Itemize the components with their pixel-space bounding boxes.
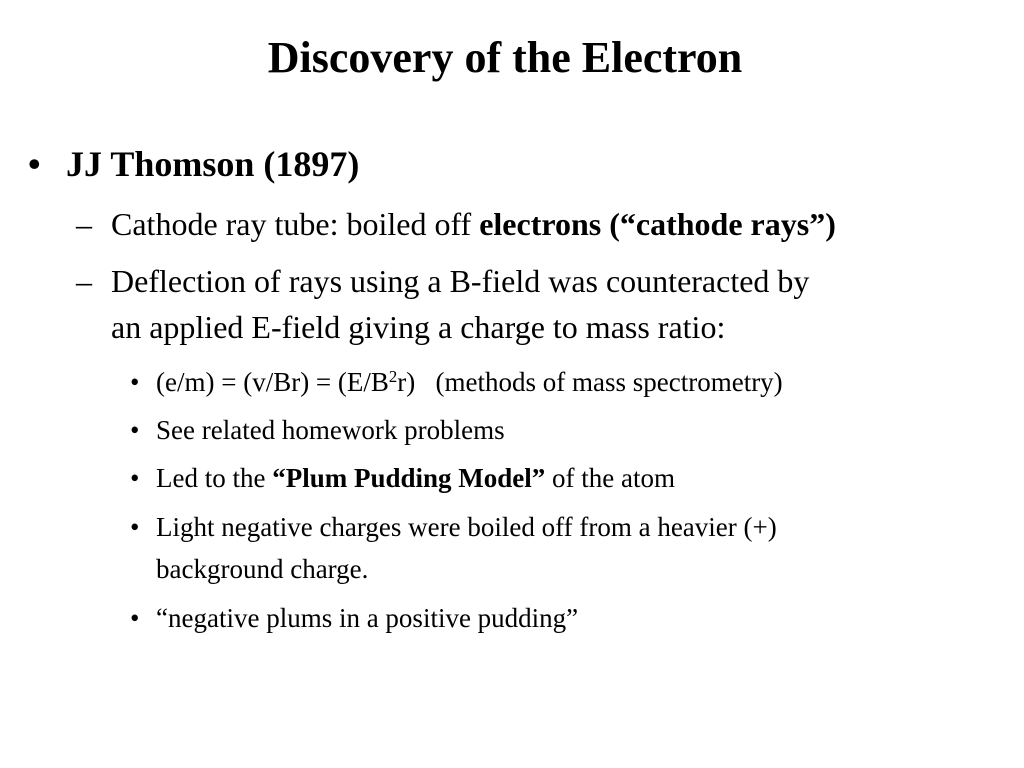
cathode-plain-text: Cathode ray tube: boiled off [111, 206, 480, 242]
charges-line1: Light negative charges were boiled off from a heavier (+) [156, 512, 777, 542]
deflection-line2: an applied E-field giving a charge to mass ratio: [111, 309, 726, 345]
small-bullet-icon: • [130, 367, 140, 397]
small-bullet-icon: • [130, 463, 140, 493]
formula-text [156, 362, 783, 402]
plums-quote-text: “negative plums in a positive pudding” [156, 603, 579, 633]
bullet-icon: • [28, 144, 41, 184]
deflection-line1: Deflection of rays using a B-field was counteracted by [111, 263, 810, 299]
plum-part-b: of the atom [545, 463, 675, 493]
charges-line2: background charge. [156, 554, 369, 584]
sub-bullet-text [111, 201, 836, 247]
dash-icon: – [76, 263, 92, 299]
formula-part-b: r) (methods of mass spectrometry) [397, 367, 783, 397]
small-bullet-icon: • [130, 603, 140, 633]
plum-text [156, 458, 675, 498]
homework-text: See related homework problems [156, 415, 505, 445]
small-bullet-icon: • [130, 415, 140, 445]
plum-part-a: Led to the [156, 463, 273, 493]
plum-bold: “Plum Pudding Model” [272, 463, 546, 493]
formula-part-a: (e/m) = (v/Br) = (E/B [156, 367, 389, 397]
small-bullet-icon: • [130, 512, 140, 542]
dash-icon: – [76, 206, 92, 242]
formula-superscript: 2 [388, 366, 398, 386]
bullet-text: JJ Thomson (1897) [66, 144, 360, 184]
slide-title: Discovery of the Electron [267, 33, 743, 82]
cathode-bold-text: electrons (“cathode rays”) [479, 206, 836, 242]
